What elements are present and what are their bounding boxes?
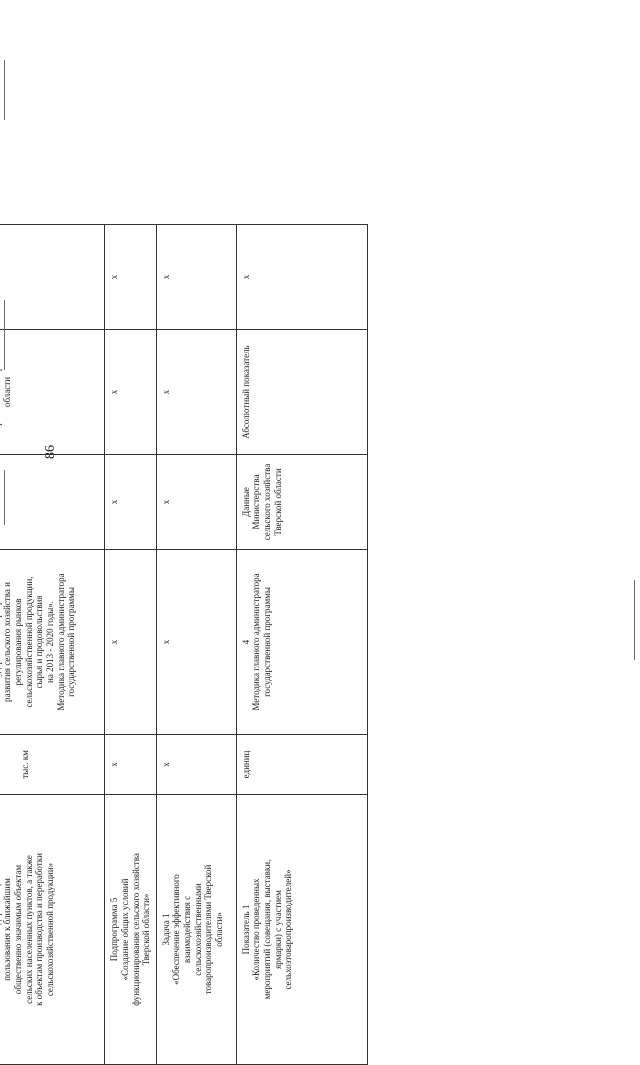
cell-data-source: х: [105, 550, 156, 735]
cell-unit: тыс. км: [0, 735, 105, 795]
cell-info-origin: х: [156, 455, 236, 550]
cell-presidential-decree: [0, 225, 105, 330]
scan-edge-mark: [634, 580, 635, 660]
indicators-table: [0, 224, 368, 1065]
page-number: 86: [43, 445, 58, 459]
cell-name: Подпрограмма 5 «Создание общих условий функционирования сельского хозяйства Тверской области»: [105, 795, 156, 1065]
scan-edge-mark: [4, 470, 5, 525]
cell-info-origin: [0, 455, 105, 550]
cell-name: Задача 1 «Обеспечение эффективного взаимодействия с сельскохозяйственными товаропроизводителями Тверской области»: [156, 795, 236, 1065]
cell-unit: единиц: [236, 735, 367, 795]
cell-info-origin: Данные Министерства сельского хозяйства Тверской области: [236, 455, 367, 550]
scan-edge-mark: [4, 60, 5, 120]
cell-data-source: развития сельского хозяйства и регулирования рынков сельскохозяйственной продукции, сырья и продовольствия на 2013 - 2020 годы». Методика главного администратора государственной программы: [0, 550, 105, 735]
table-row: [156, 225, 236, 1065]
cell-unit: х: [156, 735, 236, 795]
cell-data-source: 4 Методика главного администратора государственной программы: [236, 550, 367, 735]
cell-data-source: х: [156, 550, 236, 735]
cell-presidential-decree: х: [105, 225, 156, 330]
cell-calc-method: области: [0, 330, 105, 455]
indicators-table-rotated: [0, 225, 368, 1065]
cell-name: Показатель 1 «Количество проведенных мероприятий (совещания, выставки, ярмарки) с участием сельхозтоваропроизводителей»: [236, 795, 367, 1065]
table-row: [105, 225, 156, 1065]
cell-name: пользования к ближайшим общественно значимым объектам сельских населенных пунктов, а также к объектам производства и переработки сельскохозяйственной продукции»: [0, 795, 105, 1065]
cell-presidential-decree: х: [236, 225, 367, 330]
cell-info-origin: х: [105, 455, 156, 550]
scan-edge-mark: [4, 300, 5, 370]
table-row: [0, 225, 105, 1065]
cell-unit: х: [105, 735, 156, 795]
cell-presidential-decree: х: [156, 225, 236, 330]
cell-calc-method: х: [105, 330, 156, 455]
cell-calc-method: х: [156, 330, 236, 455]
table-row: [236, 225, 367, 1065]
cell-calc-method: Абсолютный показатель: [236, 330, 367, 455]
